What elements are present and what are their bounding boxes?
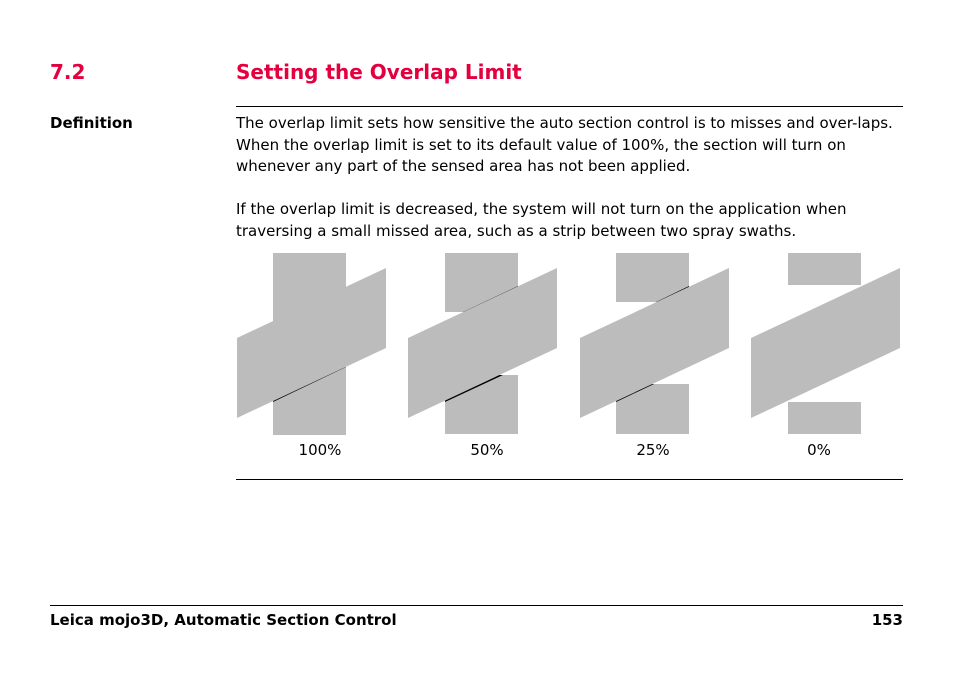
sensed-area-bottom [788, 402, 861, 434]
page-number: 153 [871, 611, 903, 629]
definition-paragraph-2: If the overlap limit is decreased, the system will not turn on the application when traversing a small missed area, such as a strip between two spray swaths. [236, 200, 847, 240]
footer-title: Leica mojo3D, Automatic Section Control [50, 611, 397, 629]
diagram-panel-100 [237, 253, 386, 435]
spray-swath [751, 268, 900, 418]
diagram-panel-50 [408, 253, 557, 434]
bottom-rule [236, 479, 903, 480]
section-title: Setting the Overlap Limit [236, 60, 522, 84]
label-100: 100% [298, 441, 342, 459]
sensed-area-top [788, 253, 861, 285]
diagram-panel-0 [751, 253, 900, 434]
label-0: 0% [807, 441, 831, 459]
label-25: 25% [636, 441, 670, 459]
section-number: 7.2 [50, 60, 86, 84]
label-50: 50% [470, 441, 504, 459]
diagram-panel-25 [580, 253, 729, 434]
definition-paragraph-1: The overlap limit sets how sensitive the auto section control is to misses and over-laps. When the overlap limit is set to its default value of 100%, the section will turn on whenever any part of the sensed area has not been applied. [236, 114, 893, 175]
definition-label: Definition [50, 114, 133, 132]
footer-rule [50, 605, 903, 606]
